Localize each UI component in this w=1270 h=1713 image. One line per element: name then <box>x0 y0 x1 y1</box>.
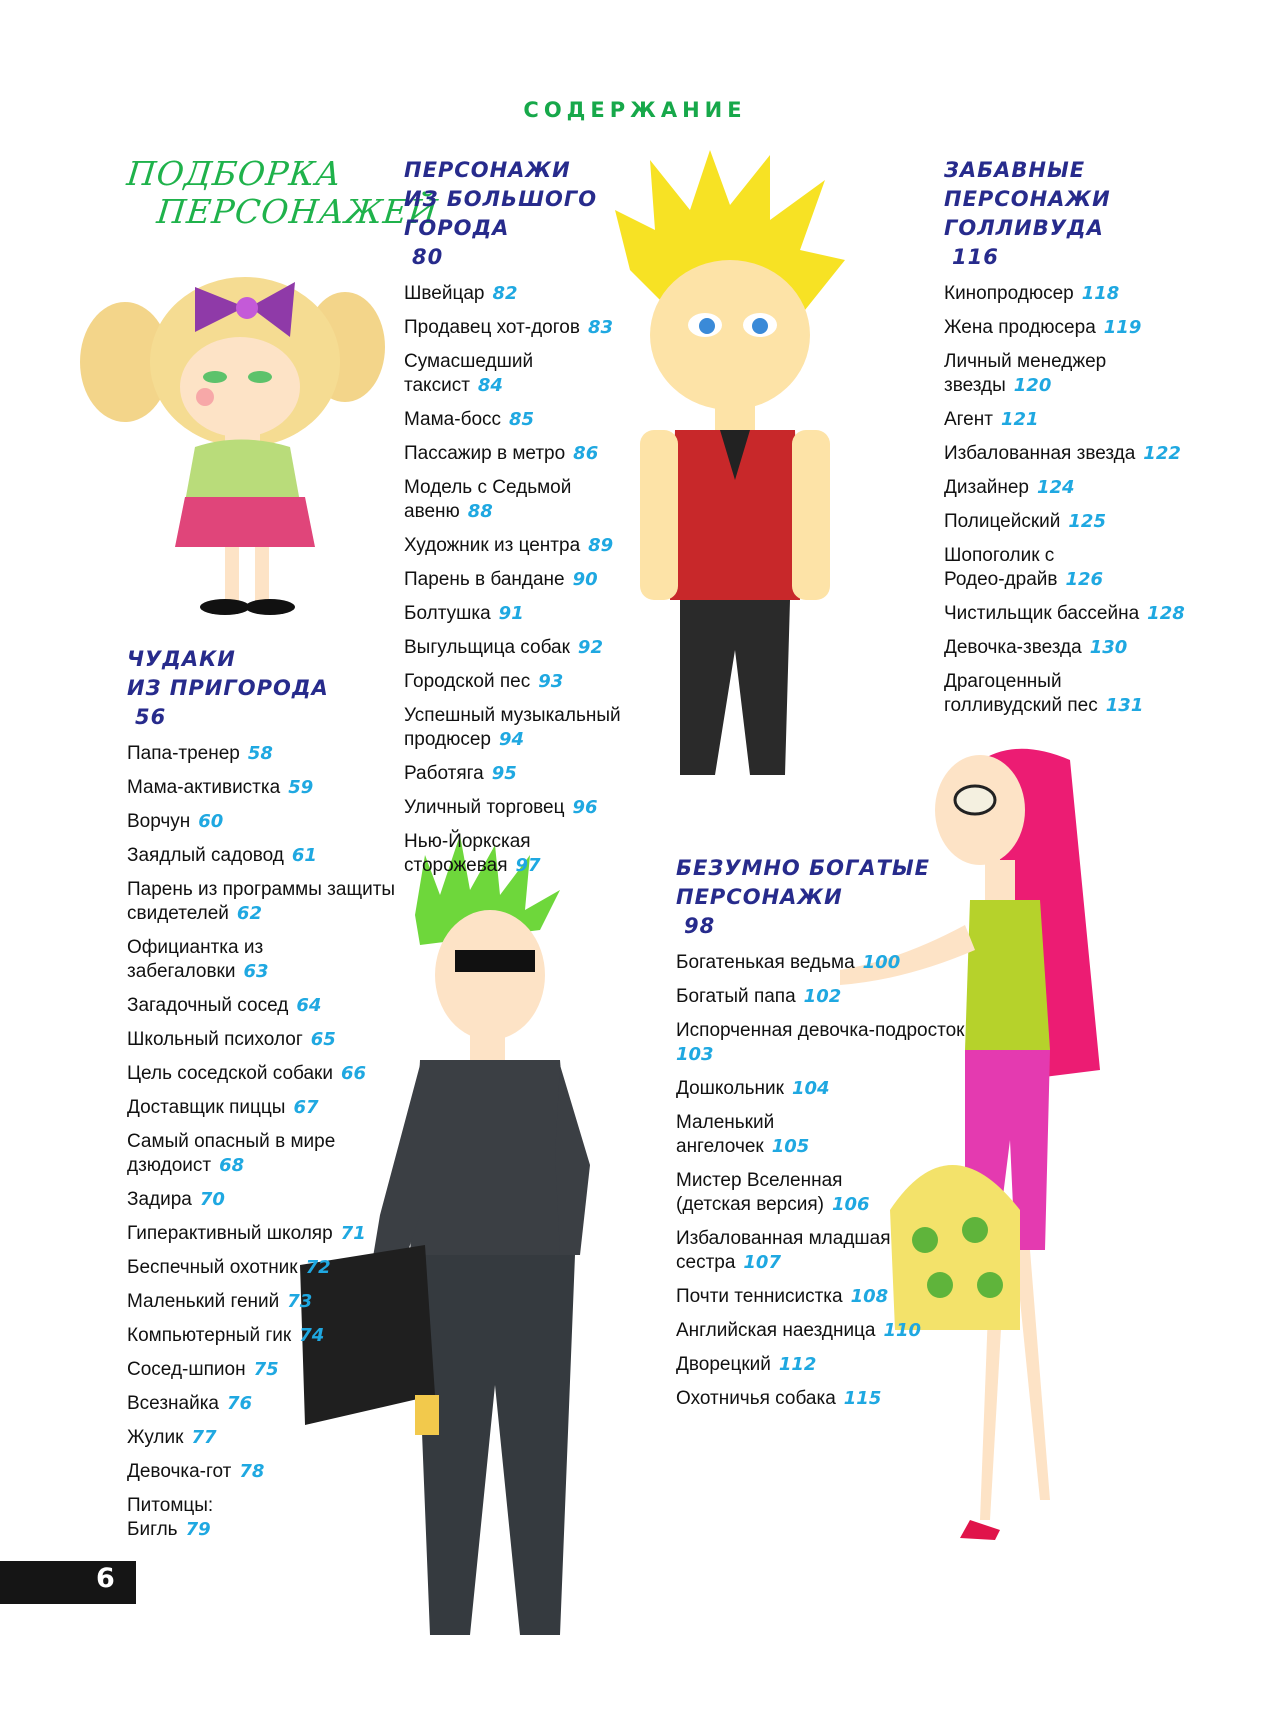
toc-item[interactable] <box>404 476 579 524</box>
toc-item-title: Доставщик пиццы <box>127 1097 286 1118</box>
section-title-line: ГОРОДА <box>404 216 510 240</box>
toc-item[interactable] <box>127 844 397 868</box>
toc-item-title: Богатенькая ведьма <box>676 952 855 973</box>
toc-item[interactable] <box>404 636 634 660</box>
toc-item[interactable] <box>127 994 397 1018</box>
toc-item-title: Избалованная младшая сестра <box>676 1228 891 1273</box>
toc-item-title: Задира <box>127 1189 192 1210</box>
toc-item[interactable] <box>944 544 1119 592</box>
section-title-line: ПЕРСОНАЖИ <box>404 158 571 182</box>
toc-item[interactable] <box>404 762 634 786</box>
toc-item[interactable] <box>676 1169 876 1217</box>
toc-item-page: 61 <box>291 845 317 866</box>
toc-item-title: Выгульщица собак <box>404 637 570 658</box>
toc-item-page: 94 <box>498 729 525 750</box>
toc-item-title: Всезнайка <box>127 1393 220 1414</box>
toc-item[interactable] <box>944 316 1194 340</box>
toc-item-page: 60 <box>198 811 224 832</box>
toc-item-title: Успешный музыкальный продюсер <box>404 705 621 750</box>
toc-item-title: Богатый папа <box>676 986 796 1007</box>
toc-item-page: 115 <box>843 1388 882 1409</box>
toc-item-page: 104 <box>791 1078 830 1099</box>
toc-item-page: 125 <box>1068 511 1106 532</box>
toc-item[interactable] <box>676 1387 966 1411</box>
toc-item-title: Избалованная звезда <box>944 443 1136 464</box>
toc-item-title: Заядлый садовод <box>127 845 284 866</box>
toc-item[interactable] <box>404 534 634 558</box>
section-title-line: ИЗ БОЛЬШОГО <box>404 187 598 211</box>
section-title <box>127 645 397 732</box>
toc-item[interactable] <box>944 636 1194 660</box>
toc-item-title: Швейцар <box>404 283 485 304</box>
toc-list <box>944 282 1194 718</box>
toc-item-title: Кинопродюсер <box>944 283 1074 304</box>
toc-item-page: 130 <box>1089 637 1128 658</box>
toc-item[interactable] <box>676 1111 826 1159</box>
toc-item[interactable] <box>676 951 966 975</box>
toc-item[interactable] <box>676 1019 966 1067</box>
section-title <box>944 156 1194 272</box>
toc-item-page: 66 <box>340 1063 367 1084</box>
toc-item-page: 76 <box>227 1393 253 1414</box>
toc-item[interactable] <box>404 442 634 466</box>
toc-item-page: 74 <box>299 1325 325 1346</box>
toc-item[interactable] <box>944 476 1194 500</box>
toc-item-title: Девочка-гот <box>127 1461 232 1482</box>
toc-item-title: Чистильщик бассейна <box>944 603 1140 624</box>
toc-item-page: 73 <box>287 1291 313 1312</box>
section-title <box>676 854 966 941</box>
page-number-tab <box>0 1561 136 1604</box>
section-page-number: 56 <box>135 705 167 729</box>
section-title-line: ЗАБАВНЫЕ <box>944 158 1086 182</box>
toc-item-page: 67 <box>293 1097 319 1118</box>
section-title-line: ПЕРСОНАЖИ <box>676 885 843 909</box>
section-suburb <box>127 645 397 1552</box>
toc-item-page: 86 <box>573 443 599 464</box>
toc-item-page: 78 <box>239 1461 265 1482</box>
intro-title <box>121 154 441 231</box>
toc-item[interactable] <box>676 1077 966 1101</box>
toc-item[interactable] <box>127 1096 397 1120</box>
toc-item-page: 95 <box>491 763 517 784</box>
toc-item-page: 70 <box>199 1189 225 1210</box>
toc-item-page: 75 <box>253 1359 279 1380</box>
toc-item[interactable] <box>127 1324 397 1348</box>
toc-item-page: 85 <box>509 409 535 430</box>
toc-item[interactable] <box>127 1358 397 1382</box>
toc-item-page: 108 <box>850 1286 889 1307</box>
toc-item-page: 110 <box>883 1320 922 1341</box>
girl-with-bow-icon <box>75 262 395 642</box>
toc-item[interactable] <box>404 796 634 820</box>
toc-item-title: Продавец хот-догов <box>404 317 580 338</box>
toc-item-title: Девочка-звезда <box>944 637 1082 658</box>
toc-item-page: 63 <box>243 961 269 982</box>
toc-item[interactable] <box>944 442 1194 466</box>
toc-item-page: 128 <box>1147 603 1185 624</box>
toc-item[interactable] <box>944 602 1194 626</box>
toc-item-page: 106 <box>831 1194 870 1215</box>
toc-item-title: Загадочный сосед <box>127 995 289 1016</box>
toc-item-title: Городской пес <box>404 671 531 692</box>
toc-item-page: 124 <box>1037 477 1075 498</box>
toc-item-title: Питомцы: Бигль <box>127 1495 214 1540</box>
toc-item[interactable] <box>127 878 397 926</box>
toc-item[interactable] <box>127 776 397 800</box>
toc-item-page: 59 <box>288 777 314 798</box>
toc-item-page: 105 <box>771 1136 810 1157</box>
section-page-number: 80 <box>412 245 444 269</box>
toc-item[interactable] <box>676 985 966 1009</box>
toc-item[interactable] <box>404 408 634 432</box>
blond-boy-in-vest-icon <box>610 150 850 800</box>
toc-item-title: Мама-активистка <box>127 777 281 798</box>
section-big-city <box>404 156 634 888</box>
toc-item[interactable] <box>127 1222 397 1246</box>
toc-item[interactable] <box>404 830 554 878</box>
toc-item-page: 118 <box>1081 283 1120 304</box>
section-title-line: ИЗ ПРИГОРОДА <box>127 676 329 700</box>
toc-item-title: Полицейский <box>944 511 1061 532</box>
section-page-number: 116 <box>952 245 999 269</box>
toc-item-title: Папа-тренер <box>127 743 240 764</box>
toc-item[interactable] <box>127 810 397 834</box>
toc-item-title: Шопоголик с Родео-драйв <box>944 545 1058 590</box>
toc-list <box>404 282 634 878</box>
toc-item-title: Почти теннисистка <box>676 1286 843 1307</box>
toc-item-title: Уличный торговец <box>404 797 565 818</box>
toc-item-page: 68 <box>219 1155 245 1176</box>
toc-item-page: 122 <box>1143 443 1181 464</box>
page-number: 6 <box>96 1563 115 1594</box>
section-title-line: ЧУДАКИ <box>127 647 236 671</box>
toc-item-page: 92 <box>577 637 603 658</box>
toc-item-title: Сосед-шпион <box>127 1359 246 1380</box>
section-title-line: ГОЛЛИВУДА <box>944 216 1104 240</box>
toc-item-page: 131 <box>1105 695 1144 716</box>
toc-item-title: Сумасшедший таксист <box>404 351 534 396</box>
toc-item-page: 121 <box>1000 409 1039 430</box>
toc-item[interactable] <box>404 282 634 306</box>
toc-item-page: 64 <box>296 995 322 1016</box>
toc-item[interactable] <box>944 670 1164 718</box>
toc-item[interactable] <box>127 742 397 766</box>
toc-item-page: 84 <box>477 375 503 396</box>
toc-list <box>127 742 397 1542</box>
intro-title-line-2: ПЕРСОНАЖЕЙ <box>155 192 441 231</box>
toc-item-title: Агент <box>944 409 993 430</box>
page-heading: СОДЕРЖАНИЕ <box>523 98 747 122</box>
toc-item[interactable] <box>127 1130 397 1178</box>
toc-item[interactable] <box>404 350 634 398</box>
toc-item-title: Мама-босс <box>404 409 502 430</box>
toc-item[interactable] <box>404 316 634 340</box>
toc-item-title: Жулик <box>127 1427 184 1448</box>
toc-item-page: 83 <box>587 317 613 338</box>
section-hollywood <box>944 156 1194 728</box>
toc-item[interactable] <box>944 350 1119 398</box>
toc-item-page: 102 <box>803 986 842 1007</box>
toc-item-title: Охотничья собака <box>676 1388 836 1409</box>
toc-item[interactable] <box>127 1392 397 1416</box>
toc-item-title: Дизайнер <box>944 477 1029 498</box>
toc-item[interactable] <box>404 704 634 752</box>
toc-item-title: Беспечный охотник <box>127 1257 298 1278</box>
toc-item-title: Личный менеджер звезды <box>944 351 1107 396</box>
toc-item-title: Драгоценный голливудский пес <box>944 671 1098 716</box>
intro-title-line-1: ПОДБОРКА <box>125 154 344 193</box>
toc-item-title: Художник из центра <box>404 535 581 556</box>
toc-item[interactable] <box>676 1285 966 1309</box>
toc-item-title: Школьный психолог <box>127 1029 303 1050</box>
toc-item-title: Официантка из забегаловки <box>127 937 264 982</box>
toc-item-page: 119 <box>1103 317 1142 338</box>
toc-item-title: Парень из программы защиты свидетелей <box>127 879 396 924</box>
toc-item-page: 62 <box>236 903 262 924</box>
toc-item-title: Работяга <box>404 763 484 784</box>
toc-item-title: Испорченная девочка-подросток <box>676 1020 965 1041</box>
toc-item-page: 77 <box>191 1427 217 1448</box>
toc-item[interactable] <box>127 1460 397 1484</box>
toc-item-title: Ворчун <box>127 811 191 832</box>
toc-item[interactable] <box>944 510 1194 534</box>
toc-item-page: 71 <box>340 1223 366 1244</box>
toc-item[interactable] <box>676 1227 891 1275</box>
toc-item-page: 58 <box>247 743 273 764</box>
toc-item[interactable] <box>127 1028 397 1052</box>
toc-item-title: Английская наездница <box>676 1320 876 1341</box>
toc-item-page: 89 <box>588 535 614 556</box>
toc-item-title: Компьютерный гик <box>127 1325 292 1346</box>
toc-item-title: Дворецкий <box>676 1354 771 1375</box>
toc-item-title: Дошкольник <box>676 1078 784 1099</box>
section-title-line: ПЕРСОНАЖИ <box>944 187 1111 211</box>
toc-item[interactable] <box>127 1290 397 1314</box>
toc-item[interactable] <box>127 1256 397 1280</box>
toc-item-title: Жена продюсера <box>944 317 1096 338</box>
toc-item-page: 96 <box>572 797 598 818</box>
toc-item-page: 107 <box>743 1252 781 1273</box>
section-title-line: БЕЗУМНО БОГАТЫЕ <box>676 856 931 880</box>
toc-item[interactable] <box>127 936 397 984</box>
toc-item[interactable] <box>404 568 634 592</box>
toc-item[interactable] <box>404 602 634 626</box>
toc-item-page: 82 <box>492 283 518 304</box>
toc-item[interactable] <box>127 1494 217 1542</box>
toc-item-page: 93 <box>538 671 564 692</box>
toc-item[interactable] <box>944 282 1194 306</box>
toc-item[interactable] <box>404 670 634 694</box>
toc-item[interactable] <box>127 1426 397 1450</box>
toc-item-title: Нью-Йоркская сторожевая <box>404 831 531 876</box>
toc-item-title: Парень в бандане <box>404 569 565 590</box>
section-rich <box>676 854 966 1421</box>
toc-item-title: Гиперактивный школяр <box>127 1223 333 1244</box>
toc-item[interactable] <box>676 1319 966 1343</box>
toc-item[interactable] <box>676 1353 966 1377</box>
toc-item-title: Маленький гений <box>127 1291 280 1312</box>
toc-list <box>676 951 966 1411</box>
section-page-number: 98 <box>684 914 716 938</box>
toc-item-page: 103 <box>676 1044 714 1065</box>
toc-item-page: 120 <box>1013 375 1052 396</box>
section-title <box>404 156 634 272</box>
toc-item-title: Цель соседской собаки <box>127 1063 333 1084</box>
toc-item-page: 91 <box>498 603 524 624</box>
toc-item[interactable] <box>944 408 1194 432</box>
toc-item[interactable] <box>127 1188 397 1212</box>
toc-item-page: 126 <box>1065 569 1104 590</box>
toc-item[interactable] <box>127 1062 397 1086</box>
toc-item-page: 90 <box>572 569 598 590</box>
toc-item-page: 72 <box>305 1257 331 1278</box>
toc-item-page: 97 <box>515 855 541 876</box>
toc-item-title: Самый опасный в мире дзюдоист <box>127 1131 336 1176</box>
toc-item-title: Модель с Седьмой авеню <box>404 477 572 522</box>
toc-item-page: 100 <box>862 952 901 973</box>
toc-item-title: Пассажир в метро <box>404 443 566 464</box>
toc-item-title: Мистер Вселенная (детская версия) <box>676 1170 843 1215</box>
toc-item-page: 88 <box>467 501 493 522</box>
toc-item-title: Маленький ангелочек <box>676 1112 775 1157</box>
toc-item-page: 112 <box>778 1354 817 1375</box>
toc-item-page: 79 <box>185 1519 211 1540</box>
toc-item-page: 65 <box>310 1029 336 1050</box>
toc-item-title: Болтушка <box>404 603 491 624</box>
